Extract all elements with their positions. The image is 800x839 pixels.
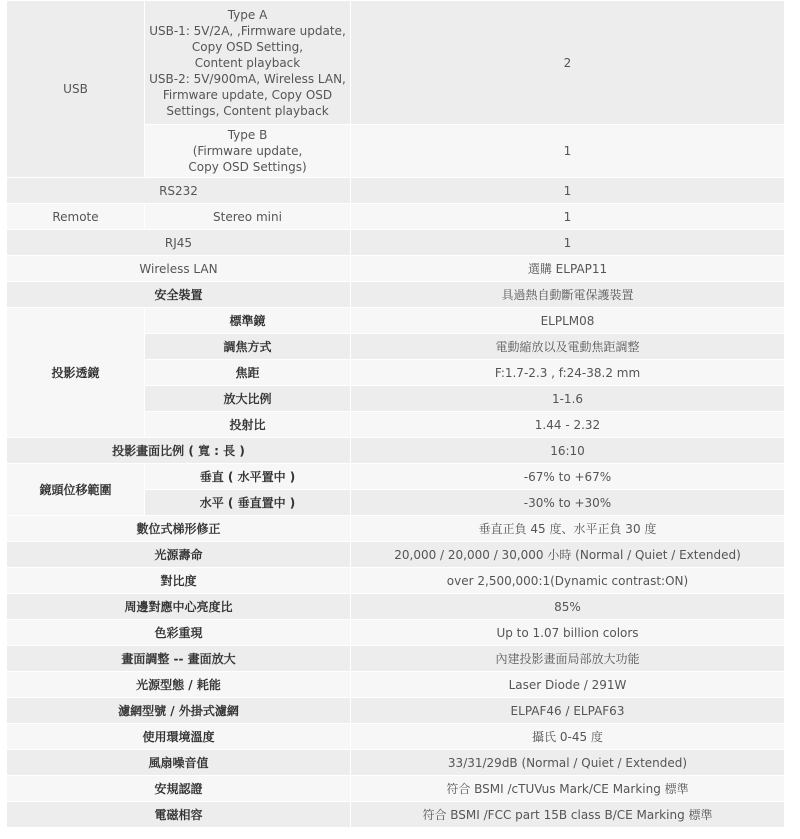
spec-label: 數位式梯形修正 [7, 516, 351, 542]
spec-table [6, 0, 785, 828]
wireless-lan-value: 選購 ELPAP11 [351, 256, 785, 282]
spec-label: 風扇噪音值 [7, 750, 351, 776]
spec-value: 符合 BSMI /cTUVus Mark/CE Marking 標準 [351, 776, 785, 802]
spec-label: 使用環境溫度 [7, 724, 351, 750]
table-row [7, 802, 785, 828]
aspect-ratio-label: 投影畫面比例 ( 寬 : 長 ) [7, 438, 351, 464]
table-row [7, 256, 785, 282]
lens-row-value: 電動縮放以及電動焦距調整 [351, 334, 785, 360]
table-row [7, 672, 785, 698]
lens-row-value: ELPLM08 [351, 308, 785, 334]
lens-shift-row-label: 水平 ( 垂直置中 ) [145, 490, 351, 516]
table-row [7, 698, 785, 724]
spec-value: 20,000 / 20,000 / 30,000 小時 (Normal / Quiet / Extended) [351, 542, 785, 568]
lens-row-label: 焦距 [145, 360, 351, 386]
spec-value: 垂直正負 45 度、水平正負 30 度 [351, 516, 785, 542]
lens-shift-row-value: -67% to +67% [351, 464, 785, 490]
spec-value: 85% [351, 594, 785, 620]
remote-sub-label: Stereo mini [145, 204, 351, 230]
usb-type-b-label: Type B (Firmware update, Copy OSD Settings) [145, 125, 351, 178]
rs232-label: RS232 [7, 178, 351, 204]
usb-type-b-value: 1 [351, 125, 785, 178]
table-row [7, 646, 785, 672]
table-row [7, 464, 785, 490]
spec-label: 周邊對應中心亮度比 [7, 594, 351, 620]
lens-row-label: 放大比例 [145, 386, 351, 412]
spec-label: 濾網型號 / 外掛式濾網 [7, 698, 351, 724]
table-row [7, 282, 785, 308]
spec-value: ELPAF46 / ELPAF63 [351, 698, 785, 724]
usb-label: USB [7, 1, 145, 178]
table-row [7, 230, 785, 256]
table-row [7, 516, 785, 542]
spec-value: 符合 BSMI /FCC part 15B class B/CE Marking 標準 [351, 802, 785, 828]
lens-label: 投影透鏡 [7, 308, 145, 438]
spec-label: 光源型態 / 耗能 [7, 672, 351, 698]
security-value: 具過熱自動斷電保護裝置 [351, 282, 785, 308]
table-row [7, 594, 785, 620]
rs232-value: 1 [351, 178, 785, 204]
spec-label: 對比度 [7, 568, 351, 594]
usb-type-a-label: Type A USB-1: 5V/2A, ,Firmware update, Copy OSD Setting, Content playback USB-2: 5V/900mA, Wireless LAN, Firmware update, Copy OSD Settings, Content playback [145, 1, 351, 125]
rj45-label: RJ45 [7, 230, 351, 256]
spec-label: 電磁相容 [7, 802, 351, 828]
lens-row-label: 調焦方式 [145, 334, 351, 360]
table-row [7, 308, 785, 334]
lens-shift-label: 鏡頭位移範圍 [7, 464, 145, 516]
table-row [7, 568, 785, 594]
table-row [7, 620, 785, 646]
spec-label: 安規認證 [7, 776, 351, 802]
rj45-value: 1 [351, 230, 785, 256]
security-label: 安全裝置 [7, 282, 351, 308]
table-row [7, 776, 785, 802]
table-row [7, 438, 785, 464]
lens-shift-row-label: 垂直 ( 水平置中 ) [145, 464, 351, 490]
spec-value: 內建投影畫面局部放大功能 [351, 646, 785, 672]
table-row [7, 178, 785, 204]
usb-type-a-value: 2 [351, 1, 785, 125]
lens-row-value: F:1.7-2.3 , f:24-38.2 mm [351, 360, 785, 386]
spec-value: 33/31/29dB (Normal / Quiet / Extended) [351, 750, 785, 776]
lens-row-label: 投射比 [145, 412, 351, 438]
table-row [7, 542, 785, 568]
remote-value: 1 [351, 204, 785, 230]
lens-shift-row-value: -30% to +30% [351, 490, 785, 516]
spec-label: 光源壽命 [7, 542, 351, 568]
spec-value: Up to 1.07 billion colors [351, 620, 785, 646]
spec-value: over 2,500,000:1(Dynamic contrast:ON) [351, 568, 785, 594]
spec-value: 攝氏 0-45 度 [351, 724, 785, 750]
wireless-lan-label: Wireless LAN [7, 256, 351, 282]
spec-value: Laser Diode / 291W [351, 672, 785, 698]
spec-label: 色彩重現 [7, 620, 351, 646]
lens-row-value: 1-1.6 [351, 386, 785, 412]
lens-row-label: 標準鏡 [145, 308, 351, 334]
table-row [7, 724, 785, 750]
remote-label: Remote [7, 204, 145, 230]
aspect-ratio-value: 16:10 [351, 438, 785, 464]
spec-label: 畫面調整 -- 畫面放大 [7, 646, 351, 672]
lens-row-value: 1.44 - 2.32 [351, 412, 785, 438]
table-row [7, 204, 785, 230]
table-row [7, 1, 785, 125]
table-row [7, 750, 785, 776]
